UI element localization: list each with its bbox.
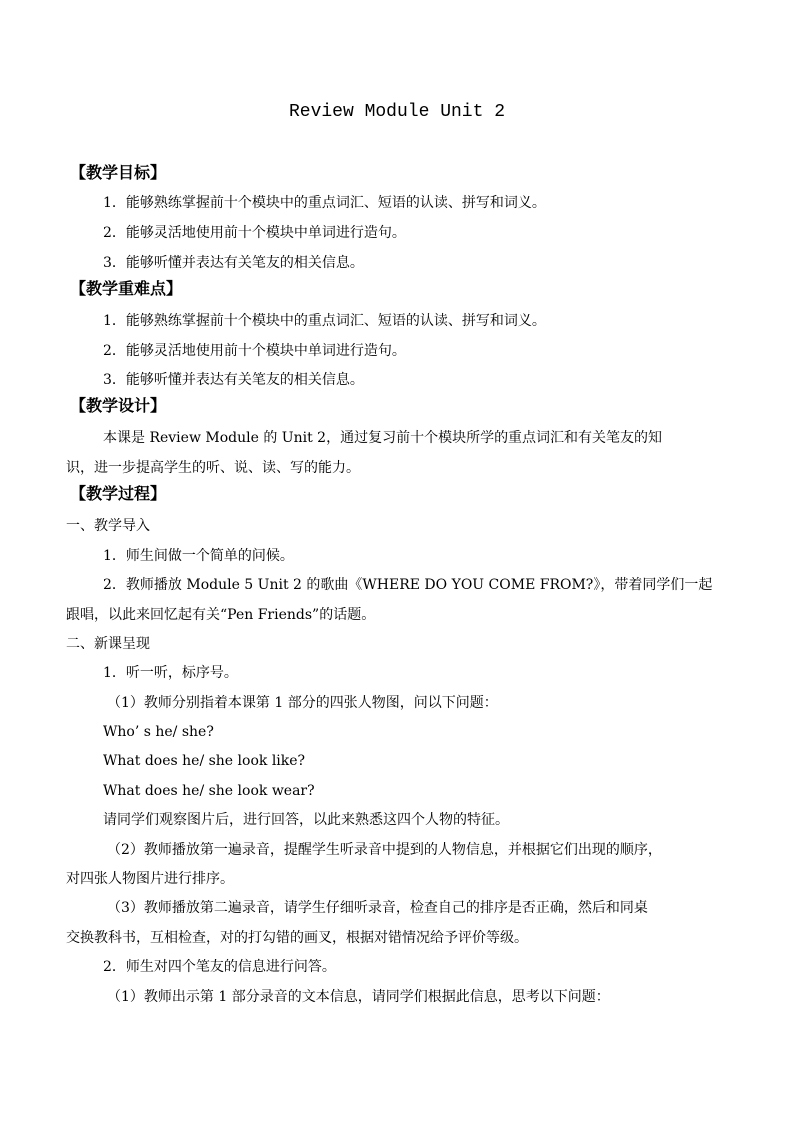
part2-line-10: 交换教科书，互相检查，对的打勾错的画叉，根据对错情况给予评价等级。 (66, 930, 528, 946)
objective-item-1: 1．能够熟练掌握前十个模块中的重点词汇、短语的认读、拼写和词义。 (103, 195, 546, 211)
key-point-item-1: 1．能够熟练掌握前十个模块中的重点词汇、短语的认读、拼写和词义。 (103, 313, 546, 329)
objective-item-2: 2．能够灵活地使用前十个模块中单词进行造句。 (103, 225, 406, 241)
part1-line-3: 跟唱，以此来回忆起有关“Pen Friends”的话题。 (66, 607, 376, 623)
objective-item-3: 3．能够听懂并表达有关笔友的相关信息。 (103, 255, 364, 271)
part2-line-4: What does he/ she look like? (103, 753, 306, 769)
part2-line-3: Who’ s he/ she? (103, 724, 214, 740)
part2-line-5: What does he/ she look wear? (103, 783, 315, 799)
part1-line-1: 1．师生间做一个简单的问候。 (103, 548, 294, 564)
design-line-1: 本课是 Review Module 的 Unit 2，通过复习前十个模块所学的重点词汇和有关笔友的知 (103, 430, 663, 446)
key-point-item-2: 2．能够灵活地使用前十个模块中单词进行造句。 (103, 343, 406, 359)
process-heading: 【教学过程】 (70, 484, 167, 503)
part2-line-12: （1）教师出示第 1 部分录音的文本信息，请同学们根据此信息，思考以下问题： (107, 989, 610, 1005)
key-points-heading: 【教学重难点】 (70, 279, 183, 298)
part2-line-1: 1．听一听，标序号。 (103, 665, 238, 681)
part2-title: 二、新课呈现 (66, 636, 150, 652)
part1-line-2: 2．教师播放 Module 5 Unit 2 的歌曲《WHERE DO YOU COME FROM?》，带着同学们一起 (103, 577, 713, 593)
part2-line-2: （1）教师分别指着本课第 1 部分的四张人物图，问以下问题： (107, 695, 498, 711)
objectives-heading: 【教学目标】 (70, 163, 167, 182)
part2-line-9: （3）教师播放第二遍录音，请学生仔细听录音，检查自己的排序是否正确，然后和同桌 (107, 900, 648, 916)
part1-title: 一、教学导入 (66, 518, 150, 534)
design-heading: 【教学设计】 (70, 396, 167, 415)
part2-line-8: 对四张人物图片进行排序。 (66, 871, 234, 887)
part2-line-11: 2．师生对四个笔友的信息进行问答。 (103, 959, 336, 975)
part2-line-6: 请同学们观察图片后，进行回答，以此来熟悉这四个人物的特征。 (103, 812, 509, 828)
part2-line-7: （2）教师播放第一遍录音，提醒学生听录音中提到的人物信息，并根据它们出现的顺序， (107, 842, 662, 858)
document-title: Review Module Unit 2 (288, 102, 506, 122)
design-line-2: 识，进一步提高学生的听、说、读、写的能力。 (66, 460, 360, 476)
key-point-item-3: 3．能够听懂并表达有关笔友的相关信息。 (103, 372, 364, 388)
